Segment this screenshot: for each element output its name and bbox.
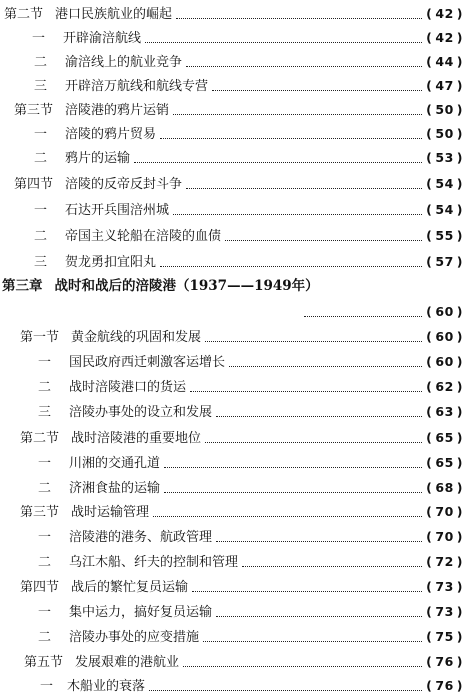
- entry-index: 一: [38, 529, 52, 545]
- entry-title: 涪陵港的鸦片运销: [65, 102, 170, 118]
- toc-entry: [0, 375, 469, 399]
- entry-title: 黄金航线的巩固和发展: [71, 329, 202, 345]
- entry-title: 战后的繁忙复员运输: [71, 579, 189, 595]
- page-number: ( 54 ): [426, 201, 463, 217]
- dot-leader: [216, 616, 422, 617]
- entry-index: 第二节: [4, 6, 44, 22]
- entry-label: [0, 104, 169, 117]
- dot-leader: [173, 114, 422, 115]
- toc-entry: [0, 26, 469, 50]
- dot-leader: [164, 492, 422, 493]
- dot-leader: [186, 66, 422, 67]
- dot-leader: [149, 690, 422, 691]
- toc-entry: [0, 525, 469, 549]
- toc-entry: [0, 250, 469, 274]
- toc-entry: [0, 674, 469, 698]
- entry-label: [0, 230, 221, 243]
- page-number: ( 55 ): [426, 227, 463, 243]
- dot-leader: [203, 641, 422, 642]
- entry-index: 第二节: [20, 430, 60, 446]
- entry-index: 一: [40, 678, 54, 694]
- toc-entry: [0, 98, 469, 122]
- entry-title: 涪陵港的港务、航政管理: [69, 529, 213, 545]
- page-number: ( 76 ): [426, 653, 463, 669]
- dot-leader: [205, 442, 422, 443]
- entry-title: 鸦片的运输: [65, 150, 131, 166]
- entry-title: 涪陵办事处的应变措施: [69, 629, 200, 645]
- entry-index: 一: [34, 202, 48, 218]
- entry-label: [0, 32, 141, 45]
- entry-index: 二: [38, 629, 52, 645]
- page-number: ( 54 ): [426, 175, 463, 191]
- entry-index: 二: [38, 379, 52, 395]
- entry-index: 第四节: [20, 579, 60, 595]
- toc-entry: [0, 600, 469, 624]
- dot-leader: [164, 467, 422, 468]
- page-number: ( 70 ): [426, 528, 463, 544]
- toc-entry: [0, 2, 469, 26]
- entry-title: 渝涪线上的航业竞争: [65, 54, 183, 70]
- page-number: ( 63 ): [426, 403, 463, 419]
- entry-title: 战时运输管理: [71, 504, 150, 520]
- entry-label: [0, 482, 160, 495]
- page-number: ( 65 ): [426, 429, 463, 445]
- toc-entry: [0, 74, 469, 98]
- entry-label: [0, 128, 156, 141]
- dot-leader: [304, 316, 422, 317]
- page-number: ( 72 ): [426, 553, 463, 569]
- entry-index: 第一节: [20, 329, 60, 345]
- entry-label: [0, 581, 188, 594]
- entry-index: 一: [38, 354, 52, 370]
- dot-leader: [192, 591, 422, 592]
- entry-title: 发展艰难的港航业: [75, 654, 180, 670]
- entry-title: 涪陵的反帝反封斗争: [65, 176, 183, 192]
- dot-leader: [183, 666, 422, 667]
- entry-title: 战时涪陵港的重要地位: [71, 430, 202, 446]
- toc-entry: [0, 172, 469, 196]
- entry-index: 二: [38, 480, 52, 496]
- page-number: ( 76 ): [426, 677, 463, 693]
- dot-leader: [153, 516, 422, 517]
- entry-label: [0, 331, 201, 344]
- entry-label: [0, 506, 149, 519]
- toc-entry: [0, 426, 469, 450]
- entry-label: [0, 406, 212, 419]
- entry-label: [0, 8, 172, 21]
- entry-title: 川湘的交通孔道: [69, 455, 161, 471]
- entry-index: 二: [34, 150, 48, 166]
- entry-index: 一: [32, 30, 46, 46]
- dot-leader: [160, 266, 422, 267]
- entry-label: [0, 432, 201, 445]
- entry-title: 涪陵的鸦片贸易: [65, 126, 157, 142]
- toc-entry: [0, 550, 469, 574]
- toc-entry: [0, 146, 469, 170]
- entry-title: 乌江木船、纤夫的控制和管理: [69, 554, 239, 570]
- chapter-index: 第三章: [2, 278, 43, 295]
- entry-index: 第三节: [14, 102, 54, 118]
- page-number: ( 75 ): [426, 628, 463, 644]
- dot-leader: [216, 541, 422, 542]
- page-number: ( 50 ): [426, 101, 463, 117]
- entry-index: 第五节: [24, 654, 64, 670]
- toc-entry: [0, 122, 469, 146]
- page-number: ( 53 ): [426, 149, 463, 165]
- page-number: ( 44 ): [426, 53, 463, 69]
- page-number: ( 62 ): [426, 378, 463, 394]
- entry-title: 木船业的衰落: [67, 678, 146, 694]
- entry-label: [0, 556, 238, 569]
- dot-leader: [216, 416, 422, 417]
- entry-index: 第四节: [14, 176, 54, 192]
- dot-leader: [176, 18, 422, 19]
- page-number: ( 70 ): [426, 503, 463, 519]
- page-number: ( 68 ): [426, 479, 463, 495]
- entry-label: [0, 152, 130, 165]
- entry-label: [0, 656, 179, 669]
- entry-label: [0, 178, 182, 191]
- toc-entry: [0, 325, 469, 349]
- entry-index: 第三节: [20, 504, 60, 520]
- dot-leader: [160, 138, 422, 139]
- entry-title: 开辟渝涪航线: [63, 30, 142, 46]
- entry-label: [0, 56, 182, 69]
- entry-title: 贺龙勇扣宜阳丸: [65, 254, 157, 270]
- entry-label: [0, 204, 169, 217]
- dot-leader: [205, 341, 422, 342]
- entry-index: 三: [34, 78, 48, 94]
- entry-label: [0, 356, 225, 369]
- entry-index: 一: [38, 455, 52, 471]
- page-number: ( 57 ): [426, 253, 463, 269]
- entry-index: 二: [34, 54, 48, 70]
- entry-index: 二: [34, 228, 48, 244]
- entry-label: [0, 80, 208, 93]
- page-number: ( 73 ): [426, 603, 463, 619]
- entry-index: 一: [38, 604, 52, 620]
- chapter-page-line: [0, 300, 469, 324]
- toc-entry: [0, 50, 469, 74]
- entry-label: [0, 680, 145, 693]
- toc-entry: [0, 575, 469, 599]
- entry-title: 国民政府西迁刺激客运增长: [69, 354, 226, 370]
- entry-title: 港口民族航业的崛起: [55, 6, 173, 22]
- entry-label: [0, 256, 156, 269]
- dot-leader: [225, 240, 422, 241]
- dot-leader: [229, 366, 422, 367]
- entry-index: 三: [34, 254, 48, 270]
- page-number: ( 73 ): [426, 578, 463, 594]
- dot-leader: [173, 214, 422, 215]
- page-number: ( 47 ): [426, 77, 463, 93]
- toc-entry: [0, 476, 469, 500]
- entry-title: 涪陵办事处的设立和发展: [69, 404, 213, 420]
- page-number: ( 65 ): [426, 454, 463, 470]
- toc-entry: [0, 625, 469, 649]
- dot-leader: [134, 162, 422, 163]
- page-number: ( 42 ): [426, 5, 463, 21]
- dot-leader: [186, 188, 422, 189]
- toc-entry: [0, 350, 469, 374]
- page-number: ( 60 ): [426, 353, 463, 369]
- dot-leader: [212, 90, 422, 91]
- entry-index: 三: [38, 404, 52, 420]
- dot-leader: [242, 566, 422, 567]
- entry-title: 石达开兵围涪州城: [65, 202, 170, 218]
- entry-label: [0, 606, 212, 619]
- page-number: ( 60 ): [426, 303, 463, 319]
- entry-label: [0, 280, 319, 294]
- chapter-title: 战时和战后的涪陵港（1937——1949年）: [54, 278, 319, 295]
- entry-title: 战时涪陵港口的货运: [69, 379, 187, 395]
- toc-entry: [0, 451, 469, 475]
- toc-entry: [0, 400, 469, 424]
- page-number: ( 42 ): [426, 29, 463, 45]
- entry-title: 开辟涪万航线和航线专营: [65, 78, 209, 94]
- chapter-heading: [0, 275, 469, 299]
- page-number: ( 60 ): [426, 328, 463, 344]
- toc-entry: [0, 224, 469, 248]
- entry-title: 帝国主义轮船在涪陵的血债: [65, 228, 222, 244]
- dot-leader: [190, 391, 422, 392]
- entry-label: [0, 381, 186, 394]
- toc-entry: [0, 500, 469, 524]
- toc-entry: [0, 198, 469, 222]
- entry-label: [0, 457, 160, 470]
- page-number: ( 50 ): [426, 125, 463, 141]
- toc-entry: [0, 650, 469, 674]
- entry-index: 二: [38, 554, 52, 570]
- entry-title: 济湘食盐的运输: [69, 480, 161, 496]
- dot-leader: [145, 42, 422, 43]
- entry-title: 集中运力，搞好复员运输: [69, 604, 213, 620]
- entry-label: [0, 631, 199, 644]
- entry-index: 一: [34, 126, 48, 142]
- entry-label: [0, 531, 212, 544]
